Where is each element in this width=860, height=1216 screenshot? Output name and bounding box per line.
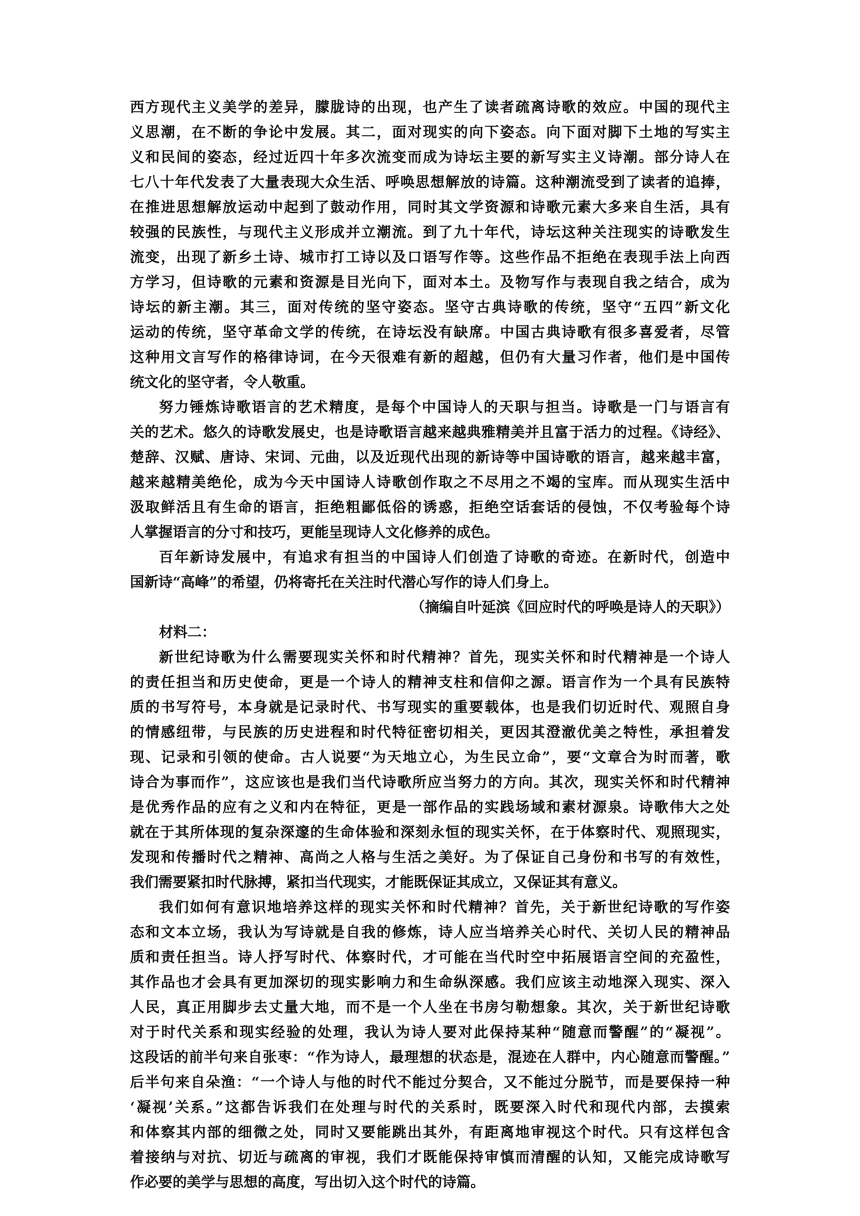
text-line: 着接纳与对抗、切近与疏离的审视，我们才既能保持审慎而清醒的认知，又能完成诗歌写 — [130, 1150, 730, 1166]
text-line: 是优秀作品的应有之义和内在特征，更是一部作品的实践场域和素材源泉。诗歌伟大之处 — [130, 800, 730, 816]
document-page — [130, 96, 730, 1196]
text-line: 诗坛的新主潮。其三，面对传统的坚守姿态。坚守古典诗歌的传统，坚守“五四”新文化 — [130, 300, 730, 316]
text-line: 义思潮，在不断的争论中发展。其二，面对现实的向下姿态。向下面对脚下土地的写实主 — [130, 125, 730, 141]
text-line: 在推进思想解放运动中起到了鼓动作用，同时其文学资源和诗歌元素大多来自生活，具有 — [130, 200, 730, 216]
text-line: 这种用文言写作的格律诗词，在今天很难有新的超越，但仍有大量习作者，他们是中国传 — [130, 350, 730, 366]
text-line: 这段话的前半句来自张枣：“作为诗人，最理想的状态是，混迹在人群中，内心随意而警醒。” — [130, 1050, 730, 1066]
text-line: 较强的民族性，与现代主义形成并立潮流。到了九十年代，诗坛这种关注现实的诗歌发生 — [130, 225, 730, 241]
text-line: 流变，出现了新乡土诗、城市打工诗以及口语写作等。这些作品不拒绝在表现手法上向西 — [130, 250, 730, 266]
text-line: 运动的传统，坚守革命文学的传统，在诗坛没有缺席。中国古典诗歌有很多喜爱者，尽管 — [130, 325, 730, 341]
text-line: ‘凝视’关系。”这都告诉我们在处理与时代的关系时，既要深入时代和现代内部，去摸索 — [130, 1100, 730, 1116]
text-line: 方学习，但诗歌的元素和资源是目光向下，面对本土。及物写作与表现自我之结合，成为 — [130, 275, 730, 291]
text-line: 义和民间的姿态，经过近四十年多次流变而成为诗坛主要的新写实主义诗潮。部分诗人在 — [130, 150, 730, 166]
text-line: 其作品也才会具有更加深切的现实影响力和生命纵深感。我们应该主动地深入现实、深入 — [130, 975, 730, 991]
text-line: 作必要的美学与思想的高度，写出切入这个时代的诗篇。 — [130, 1175, 485, 1191]
text-line: 后半句来自朵渔：“一个诗人与他的时代不能过分契合，又不能过分脱节，而是要保持一种 — [130, 1075, 730, 1091]
text-line: 汲取鲜活且有生命的语言，拒绝粗鄙低俗的诱惑，拒绝空话套话的侵蚀，不仅考验每个诗 — [130, 500, 730, 516]
text-line: 的情感纽带，与民族的历史进程和时代特征密切相关，更因其澄澈优美之特性，承担着发 — [130, 725, 730, 741]
text-line: 和体察其内部的细微之处，同时又要能跳出其外，有距离地审视这个时代。只有这样包含 — [130, 1125, 730, 1141]
paragraph-first-line: 新世纪诗歌为什么需要现实关怀和时代精神？首先，现实关怀和时代精神是一个诗人 — [159, 650, 730, 666]
text-line: 国新诗“高峰”的希望，仍将寄托在关注时代潜心写作的诗人们身上。 — [130, 575, 558, 591]
text-line: 质和责任担当。诗人抒写时代、体察时代，才可能在当代时空中拓展语言空间的充盈性， — [130, 950, 730, 966]
material-label: 材料二： — [159, 625, 216, 641]
paragraph-first-line: 努力锤炼诗歌语言的艺术精度，是每个中国诗人的天职与担当。诗歌是一门与语言有 — [159, 400, 730, 416]
text-line: 现、记录和引领的使命。古人说要“为天地立心，为生民立命”，要“文章合为时而著，歌 — [130, 750, 730, 766]
text-line: 统文化的坚守者，令人敬重。 — [130, 375, 315, 391]
text-line: 就在于其所体现的复杂深邃的生命体验和深刻永恒的现实关怀，在于体察时代、观照现实， — [130, 825, 730, 841]
paragraph-first-line: 百年新诗发展中，有追求有担当的中国诗人们创造了诗歌的奇迹。在新时代，创造中 — [159, 550, 730, 566]
text-line: 越来越精美绝伦，成为今天中国诗人诗歌创作取之不尽用之不竭的宝库。而从现实生活中 — [130, 475, 730, 491]
text-line: 发现和传播时代之精神、高尚之人格与生活之美好。为了保证自己身份和书写的有效性， — [130, 850, 730, 866]
text-line: 态和文本立场，我认为写诗就是自我的修炼，诗人应当培养关心时代、关切人民的精神品 — [130, 925, 730, 941]
paragraph-first-line: 我们如何有意识地培养这样的现实关怀和时代精神？首先，关于新世纪诗歌的写作姿 — [159, 900, 730, 916]
text-line: 人掌握语言的分寸和技巧，更能呈现诗人文化修养的成色。 — [130, 525, 499, 541]
text-line: 质的书写符号，本身就是记录时代、书写现实的重要载体，也是我们切近时代、观照自身 — [130, 700, 730, 716]
text-line: 关的艺术。悠久的诗歌发展史，也是诗歌语言越来越典雅精美并且富于活力的过程。《诗经》、 — [130, 425, 730, 441]
text-line: 诗合为事而作”，这应该也是我们当代诗歌所应当努力的方向。其次，现实关怀和时代精神 — [130, 775, 730, 791]
text-line: 楚辞、汉赋、唐诗、宋词、元曲，以及近现代出现的新诗等中国诗歌的语言，越来越丰富， — [130, 450, 730, 466]
text-line: 我们需要紧扣时代脉搏，紧扣当代现实，才能既保证其成立，又保证其有意义。 — [130, 875, 627, 891]
text-line: 西方现代主义美学的差异，朦胧诗的出现，也产生了读者疏离诗歌的效应。中国的现代主 — [130, 100, 730, 116]
text-line: 对于时代关系和现实经验的处理，我认为诗人要对此保持某种“随意而警醒”的“凝视”。 — [130, 1025, 730, 1041]
text-line: 人民，真正用脚步去丈量大地，而不是一个人坐在书房匀勒想象。其次，关于新世纪诗歌 — [130, 1000, 730, 1016]
text-line: 的责任担当和历史使命，更是一个诗人的精神支柱和信仰之源。语言作为一个具有民族特 — [130, 675, 730, 691]
text-line: 七八十年代发表了大量表现大众生活、呼唤思想解放的诗篇。这种潮流受到了读者的追捧， — [130, 175, 730, 191]
source-citation: （摘编自叶延滨《回应时代的呼唤是诗人的天职》） — [410, 600, 730, 616]
